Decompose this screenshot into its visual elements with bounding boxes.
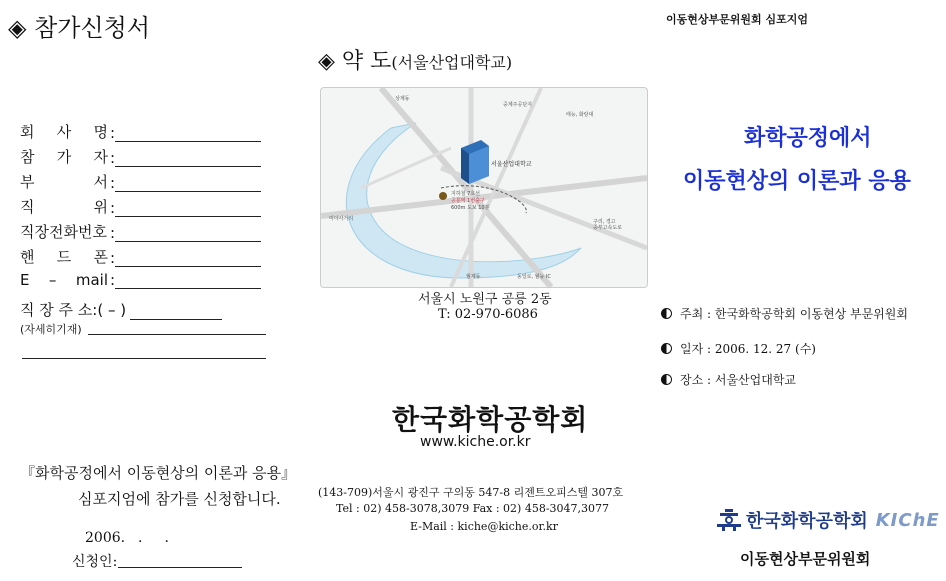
date-dots: .. [138, 530, 191, 546]
map-label-building: 서울산업대학교 [491, 161, 532, 168]
form-field-label-char: 사 [56, 123, 72, 141]
apply-statement-line1: 『화학공정에서 이동현상의 이론과 응용』 [20, 464, 297, 482]
form-row [20, 121, 261, 142]
map-label-bottom-left: 월계동 [466, 274, 481, 280]
form-field-colon: : [110, 199, 116, 217]
form-field-label-char: – [48, 271, 57, 289]
map-label-left: 미아사거리 [329, 216, 354, 222]
station-marker-icon [439, 192, 447, 200]
committee-footer: 이동현상부문위원회 [740, 550, 871, 568]
event-info-row [661, 371, 796, 388]
form-field-label-char: 명 [93, 123, 108, 141]
form-field-label-char: 서 [93, 173, 108, 191]
half-circle-bullet-icon [661, 374, 672, 385]
venue-tel: T: 02-970-6086 [438, 307, 538, 322]
organizer-tel-fax: Tel : 02) 458-3078,3079 Fax : 02) 458-3047,3077 [336, 502, 610, 515]
form-field-label-char: 핸 [20, 248, 35, 266]
map-label-bottom-right: 동일로, 월능 IC [517, 274, 551, 280]
form-field-label [20, 171, 108, 192]
location-map [320, 87, 648, 288]
map-title [318, 44, 512, 75]
form-field-label-char: E [20, 271, 30, 289]
half-circle-bullet-icon [661, 308, 672, 319]
form-row [20, 221, 261, 242]
form-field-input-line[interactable] [115, 200, 261, 217]
form-row [20, 271, 261, 289]
form-field-label-char: 가 [56, 148, 72, 166]
applicant-input-line[interactable] [118, 567, 242, 568]
map-label-right1: 구리, 경고 [593, 219, 616, 225]
event-info-row [661, 305, 908, 322]
form-field-label-char: mail [75, 271, 108, 289]
event-info-separator: : [703, 341, 715, 356]
map-title-main: ◈ 약 도 [318, 49, 392, 74]
map-label-top-mid: 중계주공단지 [503, 102, 532, 108]
map-title-sub: (서울산업대학교) [391, 53, 513, 72]
form-field-colon: : [110, 124, 116, 142]
form-row [20, 246, 261, 267]
kiche-logo-icon [716, 509, 742, 531]
form-field-label-char: 직장전화번호 [20, 223, 107, 241]
map-graphic [321, 88, 647, 287]
form-field-input-line[interactable] [115, 225, 261, 242]
event-info-separator: : [703, 306, 715, 321]
form-field-label [20, 146, 108, 167]
form-field-colon: : [110, 174, 116, 192]
kiche-logo-text: 한국화학공학회 [746, 511, 868, 532]
form-field-colon: : [110, 224, 116, 242]
map-label-right2: 중부고속도로 [593, 225, 622, 231]
form-field-label [20, 221, 108, 242]
form-field-label [20, 271, 108, 289]
form-field-input-line[interactable] [115, 150, 261, 167]
form-field-label-char: 위 [93, 198, 108, 216]
address-label: 직 장 주 소:( – ) [20, 301, 127, 319]
form-field-input-line[interactable] [115, 250, 261, 267]
organizer-url[interactable]: www.kiche.or.kr [420, 434, 531, 450]
date-label: 2006. [85, 530, 126, 546]
form-field-label-char: 드 [56, 248, 72, 266]
form-row [20, 146, 261, 167]
half-circle-bullet-icon [661, 343, 672, 354]
form-row [20, 196, 261, 217]
form-field-label-char: 자 [93, 148, 108, 166]
event-info-label: 장소 [680, 373, 704, 387]
kiche-logo-abbr: KIChE [875, 509, 940, 531]
form-field-label-char: 참 [20, 148, 35, 166]
form-field-label [20, 246, 108, 267]
event-title-line1: 화학공정에서 [744, 126, 872, 151]
venue-address: 서울시 노원구 공릉 2동 [418, 292, 552, 307]
detail-label: (자세히기재) [20, 323, 82, 336]
form-field-label [20, 196, 108, 217]
extra-input-line[interactable] [22, 358, 266, 359]
form-field-input-line[interactable] [115, 272, 261, 289]
form-field-input-line[interactable] [115, 175, 261, 192]
form-field-label-char: 직 [20, 198, 35, 216]
form-title: ◈ 참가신청서 [8, 14, 151, 42]
event-info-label: 일자 [680, 342, 704, 356]
form-field-label-char: 폰 [93, 248, 108, 266]
map-label-top-right: 태능, 화랑대 [566, 112, 594, 118]
event-info-value: 2006. 12. 27 (수) [714, 342, 816, 356]
organizer-email[interactable]: E-Mail : kiche@kiche.or.kr [410, 520, 558, 533]
apply-statement-line2: 심포지엄에 참가를 신청합니다. [78, 490, 281, 508]
address-row [20, 299, 222, 320]
form-field-label-char: 회 [20, 123, 35, 141]
event-info-row [661, 340, 816, 357]
form-field-label-char: 부 [20, 173, 35, 191]
form-row [20, 171, 261, 192]
event-info-separator: : [703, 372, 715, 387]
detail-input-line[interactable] [88, 334, 266, 335]
address-input-line[interactable] [130, 303, 222, 320]
form-field-label [20, 121, 108, 142]
symposium-header: 이동현상부문위원회 심포지엄 [666, 13, 808, 26]
form-field-colon: : [110, 249, 116, 267]
event-info-label: 주최 [680, 307, 704, 321]
building-icon [461, 140, 489, 184]
event-info-value: 한국화학공학회 이동현상 부문위원회 [714, 307, 908, 321]
form-field-colon: : [110, 271, 116, 289]
form-field-input-line[interactable] [115, 125, 261, 142]
map-label-top-left: 상계동 [395, 96, 410, 102]
event-title-line2: 이동현상의 이론과 응용 [683, 169, 911, 194]
organizer-postal-address: (143-709)서울시 광진구 구의동 547-8 리젠트오피스텔 307호 [318, 486, 624, 499]
applicant-label: 신청인: [72, 554, 118, 570]
form-field-colon: : [110, 149, 116, 167]
map-label-station1: 지하철 7호선 [451, 191, 480, 197]
kiche-logo [716, 507, 940, 533]
map-label-station3: 600m 도보 10분 [451, 205, 490, 211]
map-label-station2: 공릉역 1번출구 [451, 198, 485, 204]
organizer-name: 한국화학공학회 [392, 403, 589, 436]
event-info-value: 서울산업대학교 [714, 373, 797, 387]
